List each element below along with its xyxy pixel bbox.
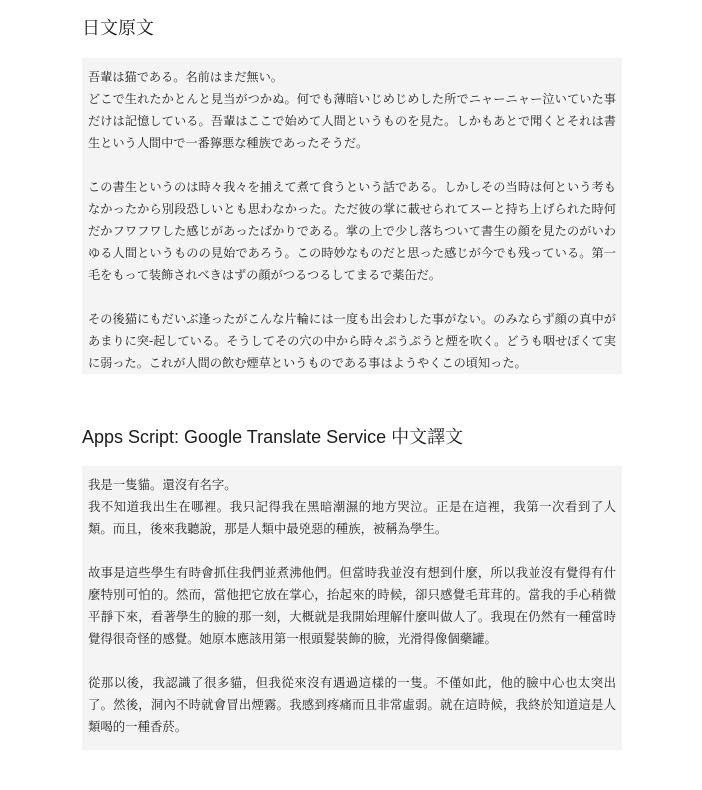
paragraph: 我是一隻貓。還沒有名字。 我不知道我出生在哪裡。我只記得我在黑暗潮濕的地方哭泣。正是在這裡，我第一次看到了人類。而且，後來我聽說，那是人類中最兇惡的種族，被稱為學生。 (88, 477, 616, 536)
section-title-translation: Apps Script: Google Translate Service 中文譯文 (82, 427, 464, 447)
section-title-japanese: 日文原文 (82, 18, 154, 38)
chinese-translation-text-block (82, 466, 622, 750)
paragraph: この書生というのは時々我々を捕えて煮て食うという話である。しかしその当時は何という考もなかったから別段恐しいとも思わなかった。ただ彼の掌に載せられてスーと持ち上げられた時何だかフワフワした感じがあったばかりである。掌の上で少し落ちついて書生の顔を見たのがいわゆる人間というものの見始であろう。この時妙なものだと思った感じが今でも残っている。第一毛をもって装飾されべきはずの顔がつるつるしてまるで薬缶だ。 (88, 180, 616, 282)
paragraph: 故事是這些學生有時會抓住我們並煮沸他們。但當時我並沒有想到什麼，所以我並沒有覺得有什麼特別可怕的。然而，當他把它放在掌心，抬起來的時候，卻只感覺毛茸茸的。當我的手心稍微平靜下來，看著學生的臉的那一刻，大概就是我開始理解什麼叫做人了。我現在仍然有一種當時覺得很奇怪的感覺。她原本應該用第一根頭髮裝飾的臉，光滑得像個藥罐。 (88, 565, 616, 646)
paragraph: 吾輩は猫である。名前はまだ無い。 どこで生れたかとんと見当がつかぬ。何でも薄暗いじめじめした所でニャーニャー泣いていた事だけは記憶している。吾輩はここで始めて人間というものを見た。しかもあとで聞くとそれは書生という人間中で一番獰悪な種族であったそうだ。 (88, 70, 616, 150)
paragraph: 從那以後，我認識了很多貓，但我從來沒有遇過這樣的一隻。不僅如此，他的臉中心也太突出了。然後，洞內不時就會冒出煙霧。我感到疼痛而且非常虛弱。就在這時候，我終於知道這是人類喝的一種香菸。 (88, 675, 616, 734)
japanese-original-text-block (82, 58, 622, 374)
paragraph: その後猫にもだいぶ逢ったがこんな片輪には一度も出会わした事がない。のみならず顔の真中があまりに突-起している。そうしてその穴の中から時々ぷうぷうと煙を吹く。どうも咽せぽくて実に弱った。これが人間の飲む煙草というものである事はようやくこの頃知った。 (88, 312, 616, 370)
